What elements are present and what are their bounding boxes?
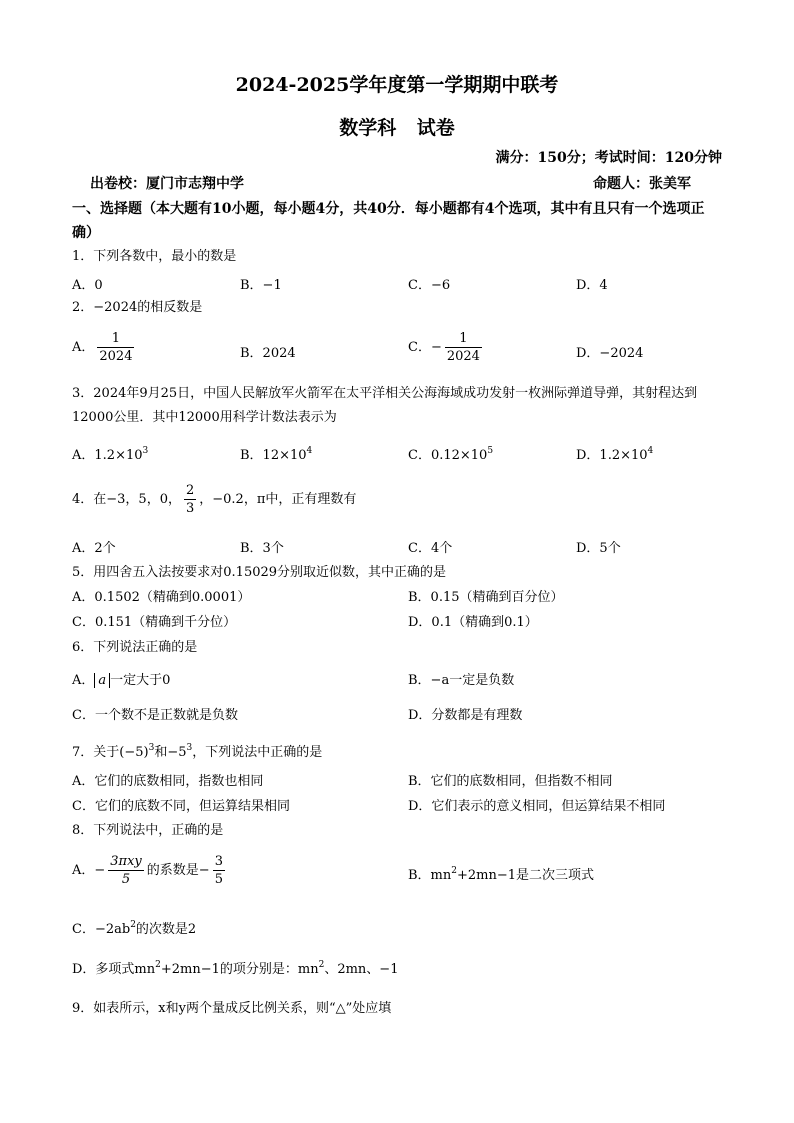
q8-option-c <box>72 918 196 937</box>
setter-info: 命题人：张美军 <box>593 176 691 192</box>
q3-d-base: D．1.2×10 <box>576 448 648 463</box>
question-7-stem <box>72 736 727 765</box>
q8-d-exponent-2: 2 <box>318 960 325 970</box>
q2-option-a <box>72 330 137 365</box>
q4-fraction <box>184 482 196 517</box>
q1-option-a: A．0 <box>72 278 103 293</box>
q3-option-d <box>576 444 653 463</box>
fraction-numerator: 1 <box>97 330 134 348</box>
q2-a-label: A． <box>72 340 95 355</box>
q1-option-c: C．−6 <box>408 278 451 293</box>
fraction-denominator: 5 <box>214 872 223 887</box>
exam-title: 2024-2025学年度第一学期期中联考 <box>235 74 559 96</box>
q5-option-d: D．0.1（精确到0.1） <box>408 615 538 630</box>
q8-c-base: C．−2ab <box>72 922 131 937</box>
q8-b-base: B．mn <box>408 868 452 883</box>
q7-option-d: D．它们表示的意义相同，但运算结果不相同 <box>408 799 666 814</box>
fraction-denominator: 5 <box>121 872 131 887</box>
q7-stem-end: ，下列说法中正确的是 <box>192 745 323 760</box>
q4-option-b: B．3个 <box>240 541 284 556</box>
fraction-denominator: 2024 <box>99 349 133 364</box>
q8-b-text: +2mn−1是二次三项式 <box>457 868 595 883</box>
q4-stem-end: ，−0.2，π中，正有理数有 <box>199 492 357 507</box>
question-4-stem <box>72 482 727 517</box>
q6-a-text: 一定大于0 <box>110 673 171 688</box>
exam-subtitle: 数学科 试卷 <box>339 117 455 139</box>
q3-a-exponent: 3 <box>142 446 149 456</box>
q2-c-fraction <box>445 330 482 365</box>
q7-option-b: B．它们的底数相同，但指数不相同 <box>408 774 613 789</box>
q7-stem-middle: 和−5 <box>154 745 187 760</box>
q2-a-fraction <box>97 330 134 365</box>
q3-b-base: B．12×10 <box>240 448 307 463</box>
q2-option-b: B．2024 <box>240 346 296 361</box>
q1-option-d: D．4 <box>576 278 608 293</box>
q8-d-middle: +2mn−1的项分别是：mn <box>160 962 319 977</box>
q2-c-label: C．− <box>408 340 442 355</box>
q8-option-d <box>72 958 398 977</box>
section-heading: 一、选择题（本大题有10小题，每小题4分，共40分．每小题都有4个选项，其中有且只有一个选项正确） <box>72 201 705 241</box>
q8-c-exponent: 2 <box>130 920 136 930</box>
q5-option-b: B．0.15（精确到百分位） <box>408 590 564 605</box>
q4-option-c: C．4个 <box>408 541 453 556</box>
q6-a-label: A． <box>72 673 95 688</box>
q6-option-a <box>72 669 170 688</box>
q6-a-absolute-value: a <box>94 673 110 688</box>
q3-c-exponent: 5 <box>487 446 494 456</box>
q8-d-exponent-1: 2 <box>155 960 161 970</box>
q3-d-exponent: 4 <box>647 446 654 456</box>
school-info: 出卷校：厦门市志翔中学 <box>90 176 244 192</box>
q3-option-b <box>240 444 312 463</box>
q8-option-a <box>72 853 228 888</box>
question-9-stem: 9．如表所示，x和y两个量成反比例关系，则“△”处应填 <box>72 1001 392 1016</box>
q2-option-c <box>408 330 485 365</box>
q8-a-text: 的系数是− <box>146 863 210 878</box>
q6-option-c: C．一个数不是正数就是负数 <box>72 708 238 723</box>
q4-option-d: D．5个 <box>576 541 621 556</box>
q8-a-fraction <box>108 853 144 888</box>
q3-c-base: C．0.12×10 <box>408 448 488 463</box>
q5-option-c: C．0.151（精确到千分位） <box>72 615 237 630</box>
q3-option-c <box>408 444 493 463</box>
q3-a-base: A．1.2×10 <box>72 448 143 463</box>
question-6-stem: 6．下列说法正确的是 <box>72 640 198 655</box>
q8-d-start: D．多项式mn <box>72 962 156 977</box>
q7-stem-start: 7．关于(−5) <box>72 745 149 760</box>
q4-stem-start: 4．在−3，5，0， <box>72 492 181 507</box>
q7-exponent-1: 3 <box>148 743 155 753</box>
q7-option-c: C．它们的底数不同，但运算结果相同 <box>72 799 290 814</box>
q2-option-d: D．−2024 <box>576 346 644 361</box>
fraction-denominator: 3 <box>185 501 195 516</box>
fraction-numerator: 1 <box>445 330 482 348</box>
question-3-stem: 3．2024年9月25日，中国人民解放军火箭军在太平洋相关公海海域成功发射一枚洲际弹道导弹，其射程达到12000公里．其中12000用科学计数法表示为 <box>72 386 698 425</box>
q8-option-b <box>408 864 594 883</box>
q8-a-fraction-2 <box>213 853 225 888</box>
q7-exponent-2: 3 <box>186 743 193 753</box>
fraction-denominator: 2024 <box>446 349 480 364</box>
fraction-numerator: 3 <box>214 854 223 869</box>
question-8-stem: 8．下列说法中，正确的是 <box>72 823 224 838</box>
q1-option-b: B．−1 <box>240 278 282 293</box>
q3-option-a <box>72 444 148 463</box>
q8-b-exponent: 2 <box>451 866 457 876</box>
q4-option-a: A．2个 <box>72 541 116 556</box>
question-5-stem: 5．用四舍五入法按要求对0.15029分别取近似数，其中正确的是 <box>72 565 447 580</box>
q6-option-b: B．−a一定是负数 <box>408 673 515 688</box>
score-time-info: 满分：150分；考试时间：120分钟 <box>495 150 722 166</box>
fraction-numerator: 2 <box>185 483 195 498</box>
q5-option-a: A．0.1502（精确到0.0001） <box>72 590 251 605</box>
question-2-stem: 2．−2024的相反数是 <box>72 300 203 315</box>
q3-b-exponent: 4 <box>306 446 313 456</box>
question-1-stem: 1．下列各数中，最小的数是 <box>72 249 237 264</box>
q8-a-label: A．− <box>72 863 106 878</box>
q6-option-d: D．分数都是有理数 <box>408 708 523 723</box>
q8-d-end: 、2mn、−1 <box>324 962 399 977</box>
q7-option-a: A．它们的底数相同，指数也相同 <box>72 774 264 789</box>
fraction-numerator: 3πxy <box>110 854 142 869</box>
q8-c-text: 的次数是2 <box>135 922 197 937</box>
